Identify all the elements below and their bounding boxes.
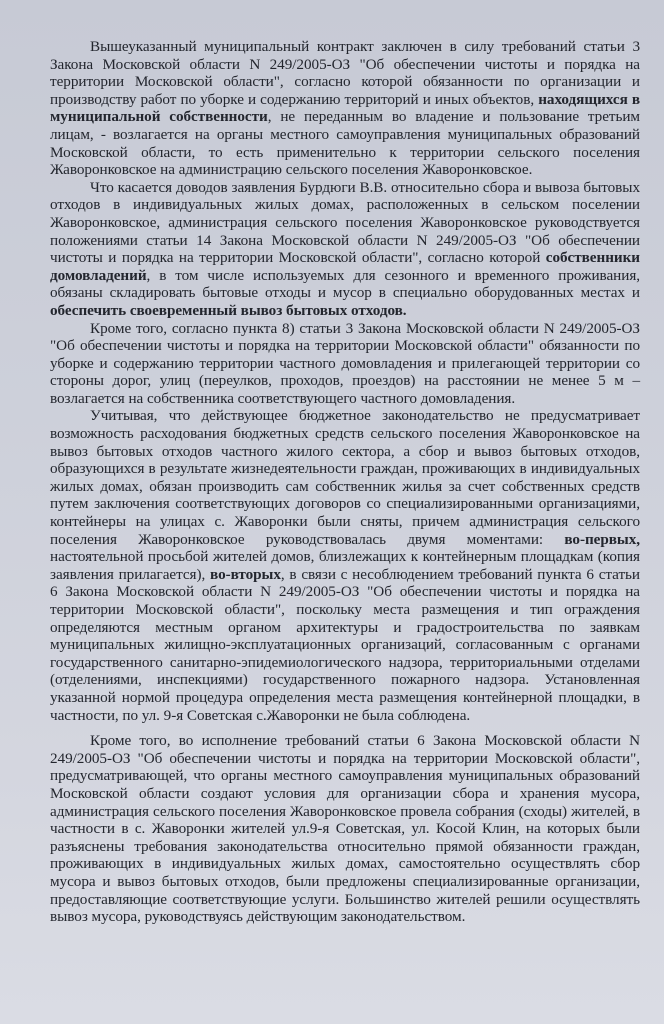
bold-text-run: собственники домовладений: [50, 249, 640, 284]
text-run: Учитывая, что действующее бюджетное законодательство не предусматривает возможность расходования бюджетных средств сельского поселения Жаворонковское на вывоз бытовых отходов частного жилого сектора, а сбор и вывоз бытовых отходов, образующихся в результате жизнедеятельности граждан, проживающих в индивидуальных жилых домах, обязан производить сам собственник жилья за счет собственных средств путем заключения соответствующих договоров со специализированными организациями, контейнеры на улицах с. Жаворонки были сняты, причем администрация сельского поселения Жаворонковское руководствовалась двумя моментами:: [50, 407, 640, 548]
text-run: Кроме того, согласно пункта 8) статьи 3 Закона Московской области N 249/2005-ОЗ "Об обеспечении чистоты и порядка на территории Московской области" обязанности по уборке и содержанию территории частного домовладения и прилегающей территории со стороны дорог, улиц (переулков, проходов, проездов) на расстоянии не менее 5 м – возлагается на собственника соответствующего частного домовладения.: [50, 319, 640, 407]
paragraph-2: [50, 179, 640, 320]
bold-text-run: находящихся в муниципальной собственности: [50, 90, 640, 126]
text-run: , в том числе используемых для сезонного и временного проживания, обязаны складировать бытовые отходы и мусор в специально оборудованных местах и: [50, 266, 640, 302]
paragraph-4: [50, 407, 640, 724]
text-run: , в связи с несоблюдением требований пункта 6 статьи 6 Закона Московской области N 249/2005-ОЗ "Об обеспечении чистоты и порядка на территории Московской области", поскольку места размещения и тип ограждения определяются местным органом архитектуры и градостроительства по заявкам муниципальных жилищно-эксплуатационных организаций, согласованным с органами государственного санитарно-эпидемиологического надзора, территориальными отделами (отделениями, инспекциями) государственного пожарного надзора. Установленная указанной нормой процедура определения места размещения контейнерной площадки, в частности, по ул. 9-я Советская с.Жаворонки не была соблюдена.: [50, 565, 641, 724]
text-run: Что касается доводов заявления Бурдюги В.В. относительно сбора и вывоза бытовых отходов в индивидуальных жилых домах, расположенных в сельском поселении Жаворонковское, администрация сельского поселения Жаворонковское руководствуется положениями статьи 14 Закона Московской области N 249/2005-ОЗ "Об обеспечении чистоты и порядка на территории Московской области", согласно которой: [50, 178, 640, 267]
bold-text-run: во-вторых: [210, 565, 281, 583]
paragraph-3: [50, 320, 640, 408]
text-run: Кроме того, во исполнение требований статьи 6 Закона Московской области N 249/2005-ОЗ "Об обеспечении чистоты и порядка на территории Московской области", предусматривающей, что органы местного самоуправления муниципальных образований Московской области создают условия для организации сбора и хранения мусора, администрация сельского поселения Жаворонковское провела собрания (сходы) жителей, в частности в с. Жаворонки жителей ул.9-я Советская, ул. Косой Клин, на которых были разъяснены требования законодательства относительно прямой обязанности граждан, проживающих в индивидуальных жилых домах, самостоятельно осуществлять сбор мусора и вывоз бытовых отходов, были предложены специализированные организации, предоставляющие соответствующие услуги. Большинство жителей решили осуществлять вывоз мусора, руководствуясь действующим законодательством.: [50, 732, 640, 926]
text-run: Вышеуказанный муниципальный контракт заключен в силу требований статьи 3 Закона Московской области N 249/2005-ОЗ "Об обеспечении чистоты и порядка на территории Московской области", согласно которой обязанности по организации и производству работ по уборке и содержанию территорий и иных объектов,: [50, 38, 640, 108]
document-body: [50, 38, 640, 926]
paragraph-5: [50, 732, 640, 926]
paragraph-1: [50, 38, 640, 179]
bold-text-run: обеспечить своевременный вывоз бытовых отходов.: [50, 301, 407, 319]
text-run: настоятельной просьбой жителей домов, близлежащих к контейнерным площадкам (копия заявления прилагается),: [50, 548, 640, 583]
bold-text-run: во-первых,: [564, 530, 640, 548]
text-run: , не переданным во владение и пользование третьим лицам, - возлагается на органы местного самоуправления муниципальных образований Московской области, то есть применительно к территории сельского поселения Жаворонковское на администрацию сельского поселения Жаворонковское.: [50, 108, 640, 179]
